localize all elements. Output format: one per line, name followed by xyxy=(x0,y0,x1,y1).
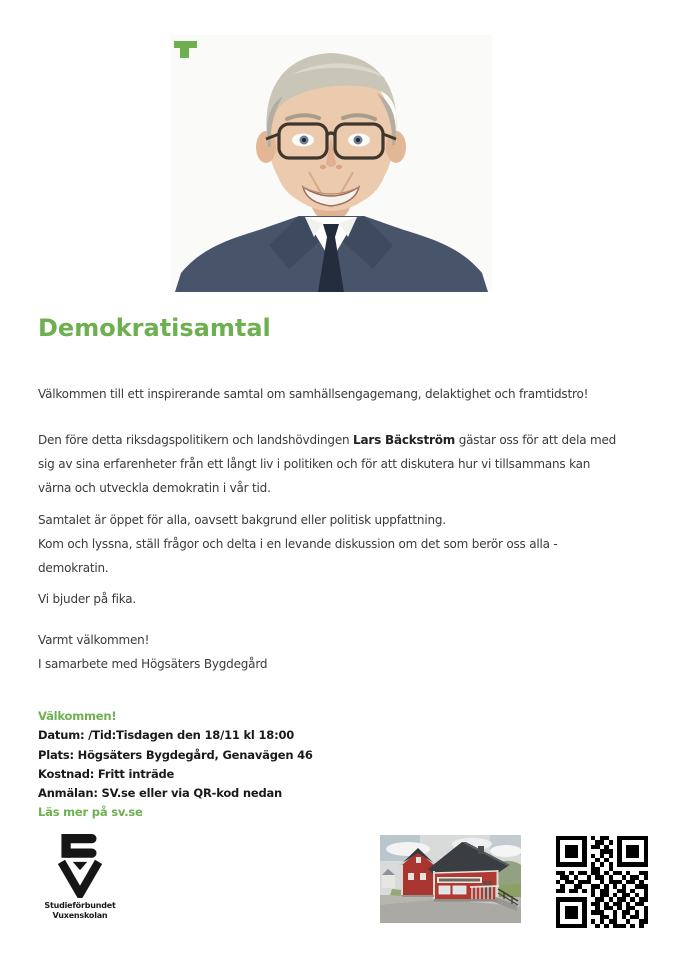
intro-line: Välkommen till ett inspirerande samtal om samhällsengagemang, delaktighet och framtidstro! xyxy=(38,387,589,401)
speaker-line-1-post: gästar oss för att dela med xyxy=(455,433,617,447)
speaker-line-2: sig av sina erfarenheter från ett långt liv i politiken och för att diskutera hur vi tillsammans kan xyxy=(38,457,591,471)
open-line-3: demokratin. xyxy=(38,561,109,575)
venue-photo xyxy=(380,835,521,923)
speaker-paragraph xyxy=(38,428,616,500)
page-title: Demokratisamtal xyxy=(38,314,271,342)
fika-paragraph xyxy=(38,587,136,611)
closing-line-2: I samarbete med Högsäters Bygdegård xyxy=(38,657,268,671)
closing-line-1: Varmt välkommen! xyxy=(38,633,150,647)
speaker-line-3: värna och utveckla demokratin i vår tid. xyxy=(38,481,271,495)
event-details xyxy=(38,707,313,823)
sv-logo-text-line-1: Studieförbundet xyxy=(44,901,116,910)
speaker-line-1 xyxy=(38,428,616,452)
speaker-line-1-pre: Den före detta riksdagspolitikern och landshövdingen xyxy=(38,433,354,447)
details-date: Datum: /Tid:Tisdagen den 18/11 kl 18:00 xyxy=(38,728,295,743)
details-signup: Anmälan: SV.se eller via QR-kod nedan xyxy=(38,786,283,801)
details-cost: Kostnad: Fritt inträde xyxy=(38,766,175,781)
qr-code xyxy=(556,836,648,928)
open-paragraph xyxy=(38,508,558,580)
open-line-1: Samtalet är öppet för alla, oavsett bakgrund eller politisk uppfattning. xyxy=(38,513,446,527)
read-more-link[interactable]: Läs mer på sv.se xyxy=(38,805,143,820)
sv-logo-text-line-2: Vuxenskolan xyxy=(52,911,108,920)
portrait-photo xyxy=(171,35,492,292)
speaker-name: Lars Bäckström xyxy=(353,433,456,447)
details-welcome: Välkommen! xyxy=(38,709,117,723)
fika-line: Vi bjuder på fika. xyxy=(38,592,137,606)
sv-logo-text xyxy=(28,901,132,921)
details-place: Plats: Högsäters Bygdegård, Genavägen 46 xyxy=(38,747,313,762)
sv-logo-icon xyxy=(55,834,105,898)
closing-paragraph xyxy=(38,628,267,676)
intro-paragraph xyxy=(38,382,588,406)
green-mark-stem xyxy=(180,47,189,58)
open-line-2: Kom och lyssna, ställ frågor och delta i en levande diskussion om det som berör oss alla - xyxy=(38,537,558,551)
green-corner-mark xyxy=(174,40,198,58)
